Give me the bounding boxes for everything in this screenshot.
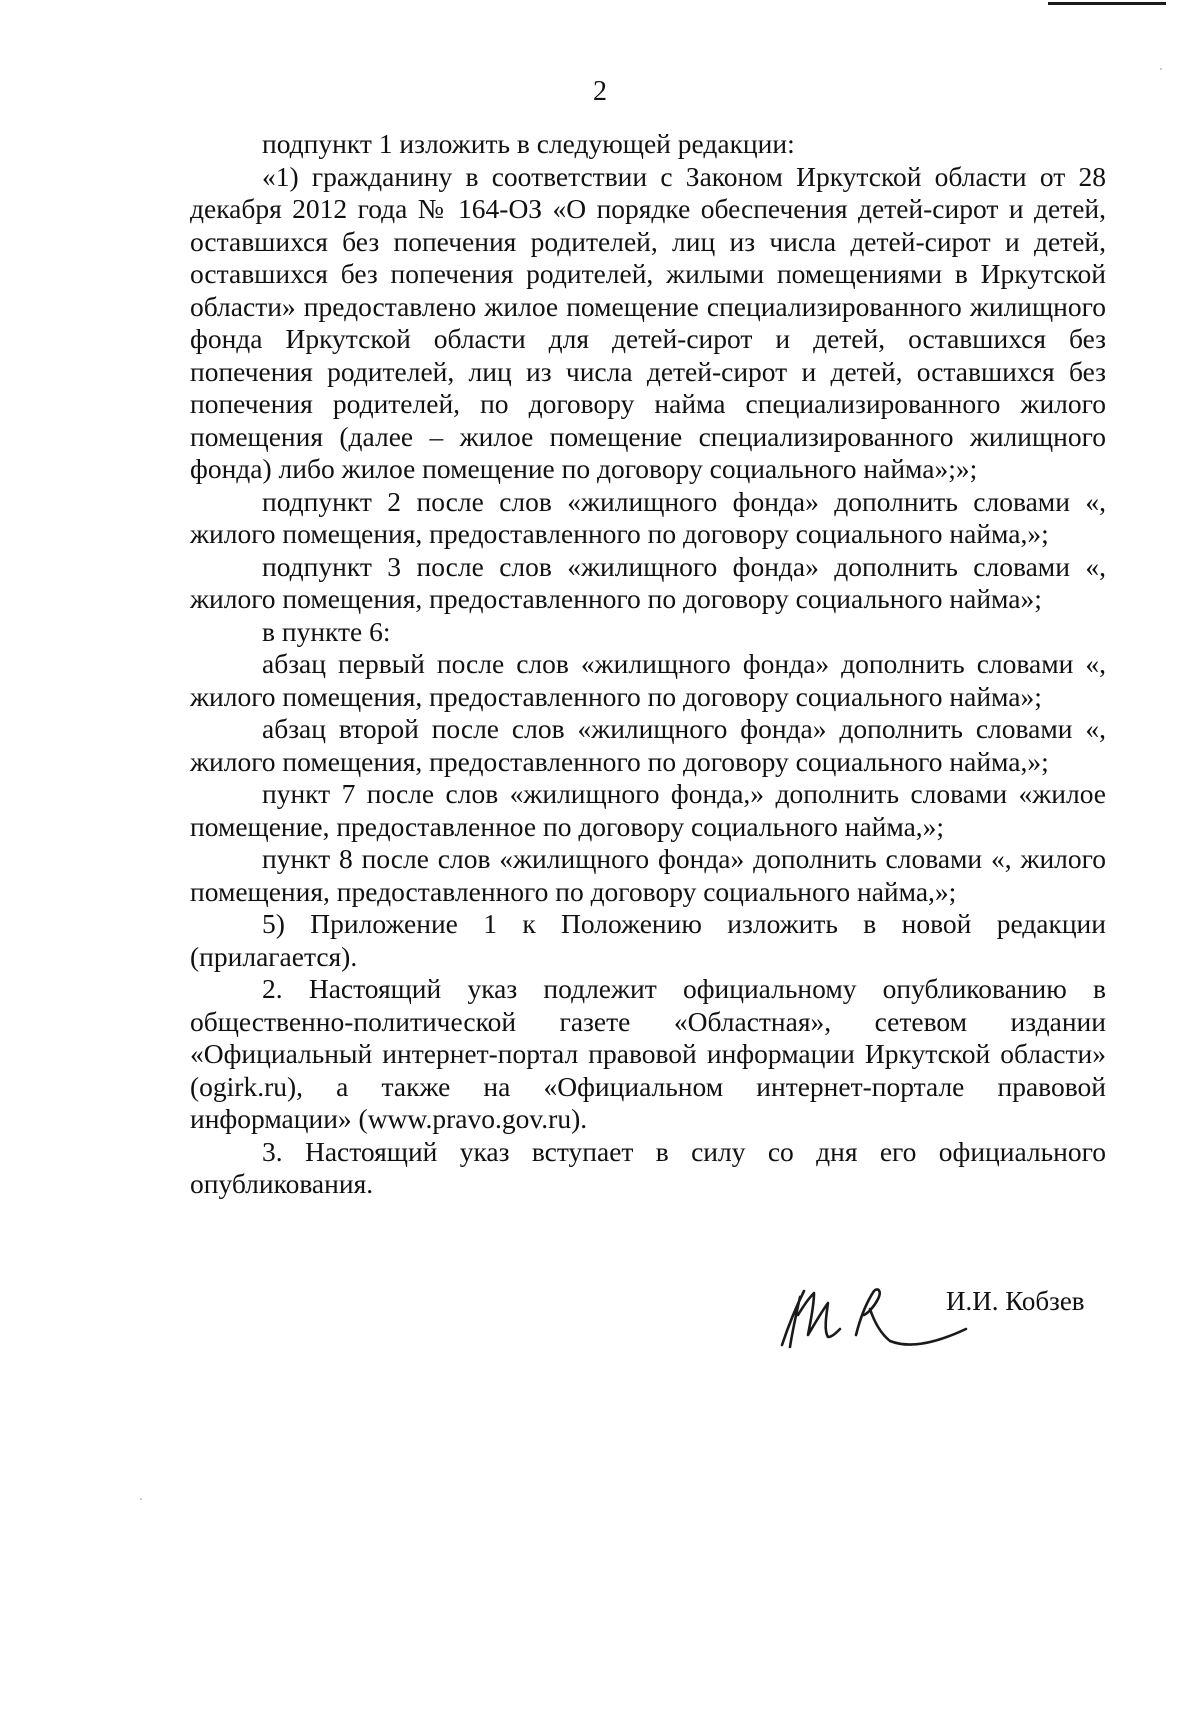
- paragraph-entry-into-force: 3. Настоящий указ вступает в силу со дня его официального опубликования.: [190, 1135, 1106, 1199]
- handwritten-signature: [770, 1275, 970, 1365]
- signature-block: [770, 1275, 1110, 1365]
- paragraph-publication: 2. Настоящий указ подлежит официальному опубликованию в общественно-политической газете «Областная», сетевом издании «Официальный интернет-портал правовой информации Иркутской области» (ogirk.ru), а также на «Официальном интернет-портале правовой информации» (www.pravo.gov.ru).: [190, 973, 1106, 1134]
- page-number: 2: [593, 76, 607, 107]
- top-edge-line: [1048, 2, 1166, 5]
- signer-name: И.И. Кобзев: [946, 1286, 1085, 1316]
- scan-speck: [140, 1498, 142, 1500]
- document-body: [190, 128, 1106, 1201]
- paragraph-subpoint-1-intro: подпункт 1 изложить в следующей редакции:: [262, 128, 795, 159]
- paragraph-point-6-second: абзац второй после слов «жилищного фонда» дополнить словами «, жилого помещения, предоставленного по договору социального найма,»;: [190, 713, 1106, 777]
- scan-speck: [1160, 68, 1162, 70]
- paragraph-subpoint-2: подпункт 2 после слов «жилищного фонда» дополнить словами «, жилого помещения, предоставленного по договору социального найма,»;: [190, 485, 1106, 549]
- paragraph-point-6-first: абзац первый после слов «жилищного фонда» дополнить словами «, жилого помещения, предоставленного по договору социального найма»;: [190, 648, 1106, 712]
- paragraph-point-7: пункт 7 после слов «жилищного фонда,» дополнить словами «жилое помещение, предоставленное по договору социального найма,»;: [190, 778, 1106, 842]
- paragraph-subpoint-1-text: «1) гражданину в соответствии с Законом Иркутской области от 28 декабря 2012 года № 164-ОЗ «О порядке обеспечения детей-сирот и детей, оставшихся без попечения родителей, лиц из числа детей-сирот и детей, оставшихся без попечения родителей, жилыми помещениями в Иркутской области» предоставлено жилое помещение специализированного жилищного фонда Иркутской области для детей-сирот и детей, оставшихся без попечения родителей, лиц из числа детей-сирот и детей, оставшихся без попечения родителей, по договору найма специализированного жилого помещения (далее – жилое помещение специализированного жилищного фонда) либо жилое помещение по договору социального найма»;»;: [190, 160, 1106, 484]
- paragraph-point-6-intro: в пункте 6:: [262, 615, 391, 647]
- paragraph-subpoint-3: подпункт 3 после слов «жилищного фонда» дополнить словами «, жилого помещения, предоставленного по договору социального найма»;: [190, 550, 1106, 614]
- paragraph-appendix-1: 5) Приложение 1 к Положению изложить в новой редакции (прилагается).: [190, 908, 1106, 972]
- paragraph-point-8: пункт 8 после слов «жилищного фонда» дополнить словами «, жилого помещения, предоставленного по договору социального найма,»;: [190, 843, 1106, 907]
